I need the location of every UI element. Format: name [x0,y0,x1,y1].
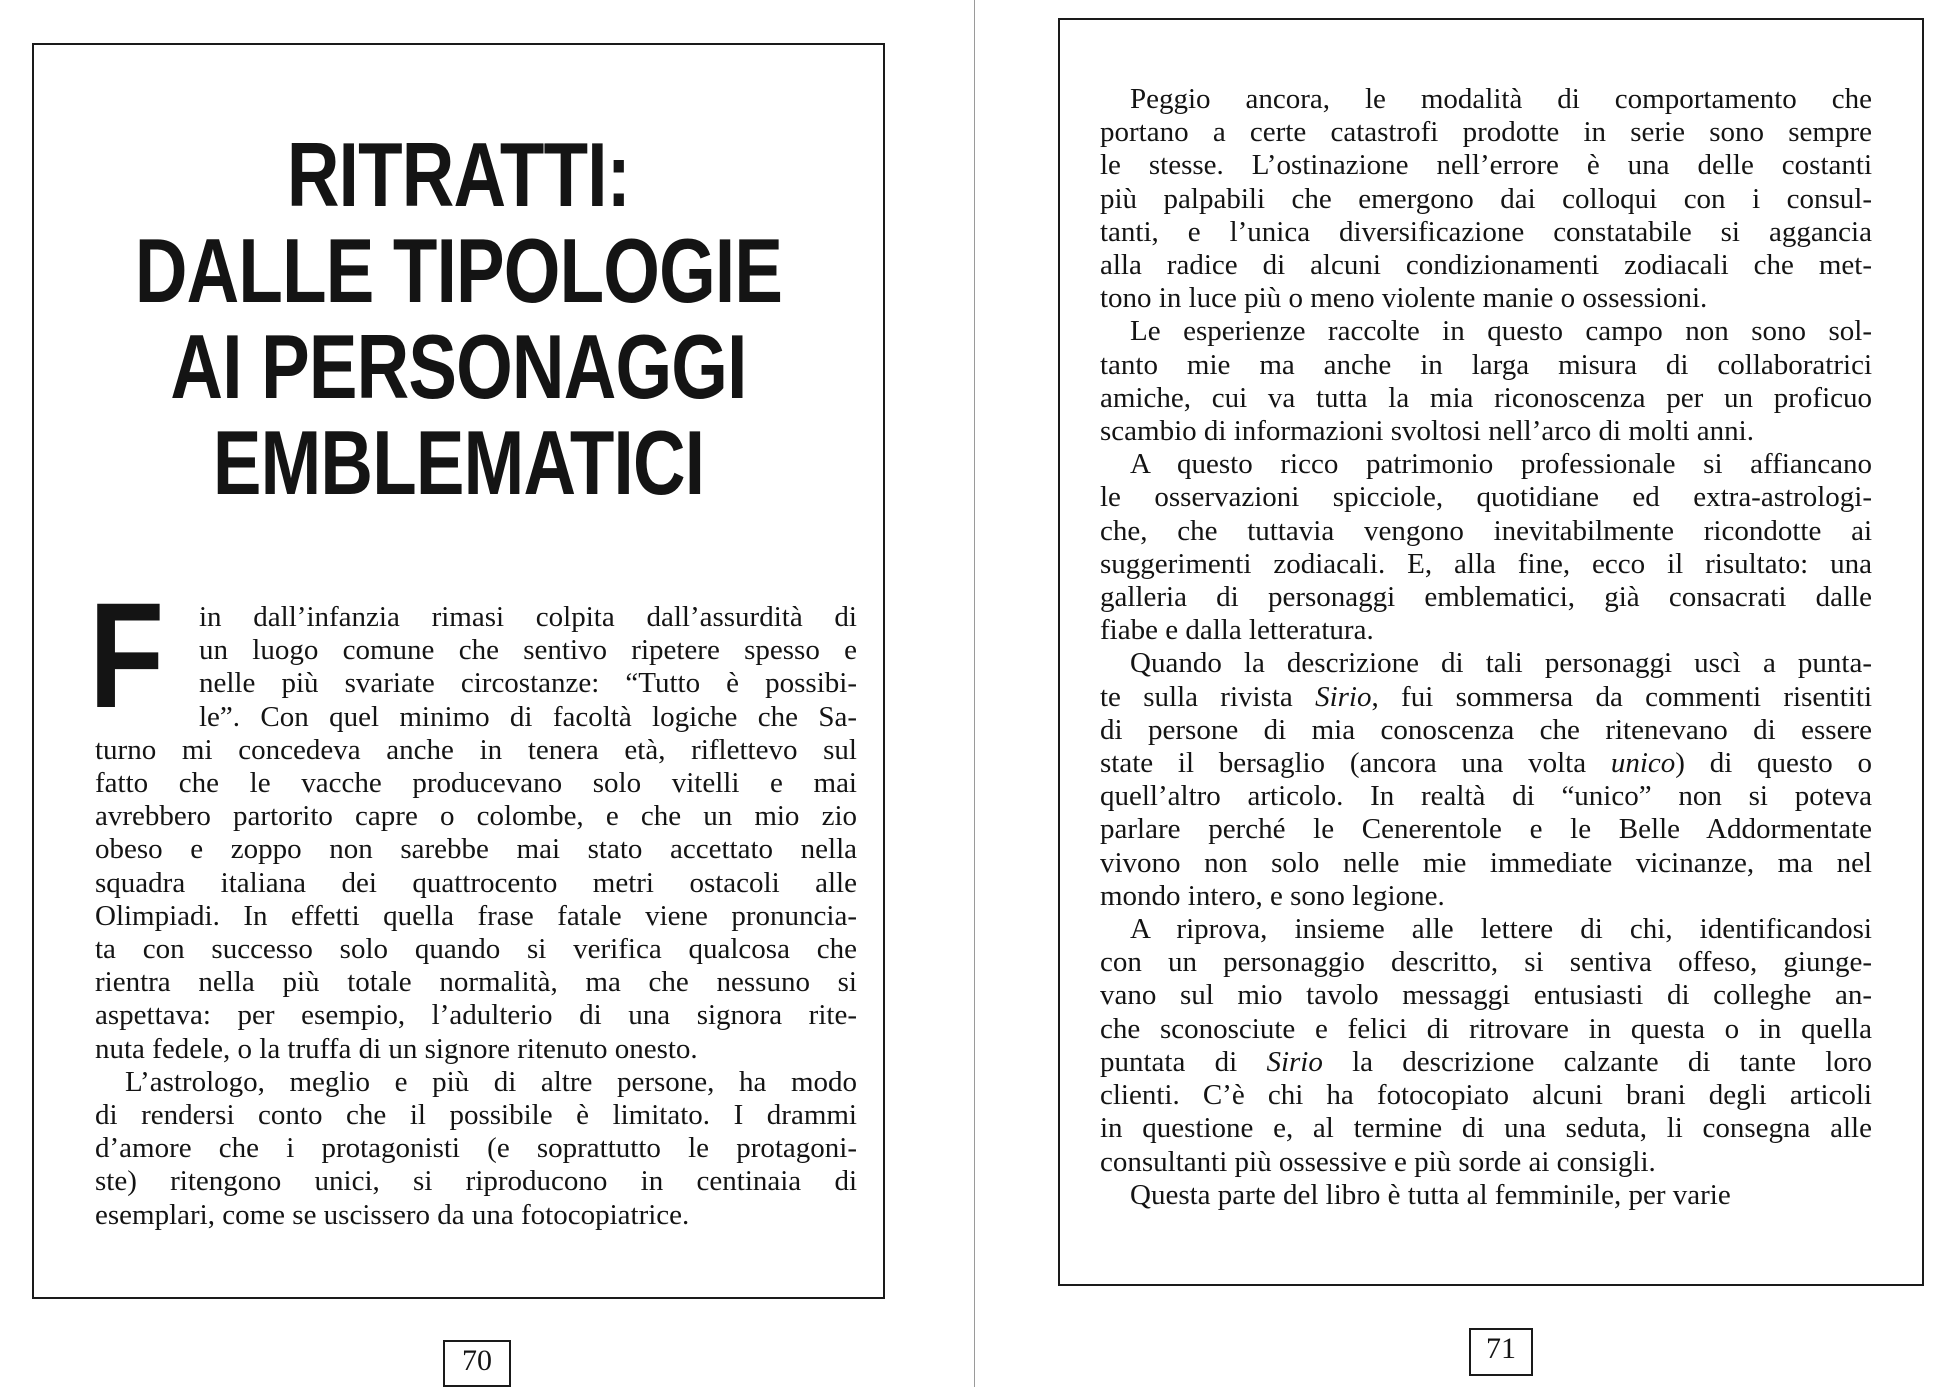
text-line: fatto che le vacche producevano solo vitelli e mai [95,767,857,800]
text-line: portano a certe catastrofi prodotte in serie sono sempre [1100,116,1872,149]
text-line: scambio di informazioni svoltosi nell’arco di molti anni. [1100,415,1754,448]
text-line: obeso e zoppo non sarebbe mai stato accettato nella [95,833,857,866]
text-line: le”. Con quel minimo di facoltà logiche che Sa- [199,700,857,733]
text-line: clienti. C’è chi ha fotocopiato alcuni brani degli articoli [1100,1079,1872,1112]
text-line: A questo ricco patrimonio professionale si affiancano [1130,448,1872,481]
text-line: nelle più svariate circostanze: “Tutto è possibi- [199,667,857,700]
paragraph [95,1066,857,1232]
text-line: con un personaggio descritto, si sentiva offeso, giunge- [1100,946,1872,979]
paragraph [1100,913,1872,1179]
text-line: in dall’infanzia rimasi colpita dall’assurdità di [199,601,857,633]
text-line: suggerimenti zodiacali. E, alla fine, ecco il risultato: una [1100,547,1872,580]
text-line: ta con successo solo quando si verifica qualcosa che [95,933,857,966]
drop-cap: F [89,571,165,739]
title-line: EMBLEMATICI [212,413,705,514]
text-line: nuta fedele, o la truffa di un signore ritenuto onesto. [95,1032,698,1065]
text-line: aspettava: per esempio, l’adulterio di una signora rite- [95,999,857,1032]
page-number-left: 70 [443,1340,511,1387]
text-line: d’amore che i protagonisti (e soprattutto le protagoni- [95,1132,857,1165]
paragraph [95,601,857,1066]
text-line: squadra italiana dei quattrocento metri ostacoli alle [95,866,857,899]
text-line: in questione e, al termine di una seduta, li consegna alle [1100,1112,1872,1145]
text-line: Questa parte del libro è tutta al femminile, per varie [1130,1178,1731,1211]
text-line: vivono non solo nelle mie immediate vicinanze, ma nel [1100,846,1872,879]
right-body-text [1100,83,1872,1212]
title-line: DALLE TIPOLOGIE [134,221,783,322]
text-line: te sulla rivista Sirio, fui sommersa da commenti risentiti [1100,680,1872,713]
title-line: AI PERSONAGGI [170,317,747,418]
text-line: Peggio ancora, le modalità di comportamento che [1130,83,1872,115]
title-line: RITRATTI: [286,125,631,226]
text-line: che, che tuttavia vengono inevitabilmente ricondotte ai [1100,514,1872,547]
text-line: vano sul mio tavolo messaggi entusiasti di colleghe an- [1100,979,1872,1012]
text-line: alla radice di alcuni condizionamenti zodiacali che met- [1100,249,1872,282]
text-line: più palpabili che emergono dai colloqui con i consul- [1100,182,1872,215]
text-line: quell’altro articolo. In realtà di “unico” non si poteva [1100,780,1872,813]
left-body-text [95,601,857,1232]
text-line: Le esperienze raccolte in questo campo non sono sol- [1130,315,1872,348]
text-line: rientra nella più totale normalità, ma che nessuno si [95,966,857,999]
text-line: Olimpiadi. In effetti quella frase fatale viene pronuncia- [95,899,857,932]
paragraph [1100,448,1872,647]
text-line: puntata di Sirio la descrizione calzante di tante loro [1100,1045,1873,1078]
text-line: state il bersaglio (ancora una volta unico) di questo o [1100,747,1872,780]
text-line: le osservazioni spicciole, quotidiane ed extra-astrologi- [1100,481,1872,514]
text-line: mondo intero, e sono legione. [1100,879,1445,912]
paragraph [1100,83,1872,315]
text-line: tanti, e l’unica diversificazione constatabile si aggancia [1100,215,1872,248]
text-line: di persone di mia conoscenza che ritenevano di essere [1100,713,1872,746]
text-line: le stesse. L’ostinazione nell’errore è una delle costanti [1100,149,1872,182]
paragraph [1100,1179,1872,1212]
text-line: di rendersi conto che il possibile è limitato. I drammi [95,1099,857,1132]
text-line: fiabe e dalla letteratura. [1100,614,1374,647]
text-line: galleria di personaggi emblematici, già consacrati dalle [1100,581,1872,614]
text-line: che sconosciute e felici di ritrovare in questa o in quella [1100,1012,1872,1045]
text-line: un luogo comune che sentivo ripetere spesso e [199,634,857,667]
text-line: consultanti più ossessive e più sorde ai consigli. [1100,1145,1656,1178]
book-gutter [974,0,975,1387]
text-line: ste) ritengono unici, si riproducono in centinaia di [95,1165,857,1198]
text-line: amiche, cui va tutta la mia riconoscenza per un proficuo [1100,381,1872,414]
text-line: A riprova, insieme alle lettere di chi, identificandosi [1130,913,1872,946]
text-line: tono in luce più o meno violente manie o ossessioni. [1100,282,1708,315]
text-line: Quando la descrizione di tali personaggi uscì a punta- [1130,647,1872,680]
paragraph [1100,647,1872,913]
chapter-title [117,125,799,514]
text-line: L’astrologo, meglio e più di altre persone, ha modo [125,1065,857,1098]
text-line: esemplari, come se uscissero da una fotocopiatrice. [95,1198,690,1231]
text-line: avrebbero partorito capre o colombe, e che un mio zio [95,800,857,833]
text-line: parlare perché le Cenerentole e le Belle Addormentate [1100,813,1872,846]
page-number-right: 71 [1469,1328,1533,1376]
text-line: turno mi concedeva anche in tenera età, riflettevo sul [95,733,857,766]
paragraph [1100,315,1872,448]
text-line: tanto mie ma anche in larga misura di collaboratrici [1100,348,1872,381]
